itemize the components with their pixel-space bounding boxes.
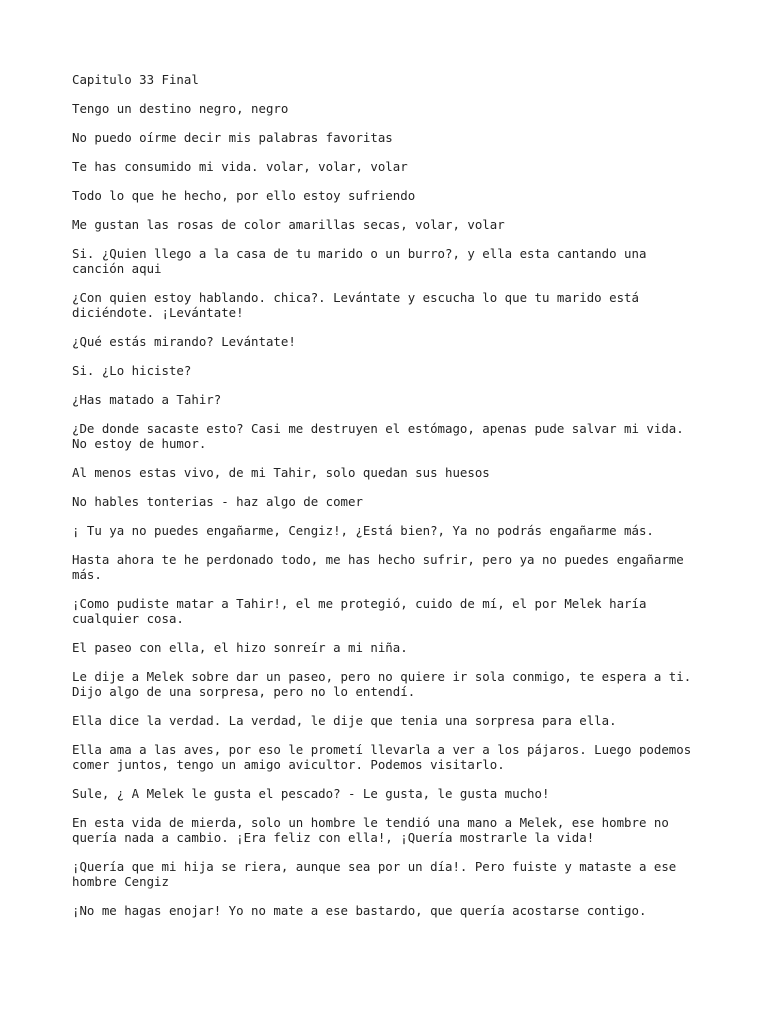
paragraph: Si. ¿Lo hiciste? — [72, 363, 192, 378]
paragraph: Me gustan las rosas de color amarillas secas, volar, volar — [72, 217, 505, 232]
paragraph: ¡ Tu ya no puedes engañarme, Cengiz!, ¿Está bien?, Ya no podrás engañarme más. — [72, 523, 654, 538]
paragraph: Ella dice la verdad. La verdad, le dije que tenia una sorpresa para ella. — [72, 713, 617, 728]
paragraph: No hables tonterias - haz algo de comer — [72, 494, 363, 509]
paragraph: ¡Quería que mi hija se riera, aunque sea por un día!. Pero fuiste y mataste a ese hombre Cengiz — [72, 859, 677, 889]
paragraph: ¿Con quien estoy hablando. chica?. Levántate y escucha lo que tu marido está diciéndote. ¡Levántate! — [72, 290, 639, 320]
paragraph: ¡No me hagas enojar! Yo no mate a ese bastardo, que quería acostarse contigo. — [72, 903, 647, 918]
paragraph: Le dije a Melek sobre dar un paseo, pero no quiere ir sola conmigo, te espera a ti. Dijo algo de una sorpresa, pero no lo entendí. — [72, 669, 692, 699]
paragraph: Te has consumido mi vida. volar, volar, volar — [72, 159, 408, 174]
paragraph: Ella ama a las aves, por eso le prometí llevarla a ver a los pájaros. Luego podemos comer juntos, tengo un amigo avicultor. Podemos visitarlo. — [72, 742, 692, 772]
paragraph: No puedo oírme decir mis palabras favoritas — [72, 130, 393, 145]
paragraph: Si. ¿Quien llego a la casa de tu marido o un burro?, y ella esta cantando una canción aqui — [72, 246, 647, 276]
paragraph: Al menos estas vivo, de mi Tahir, solo quedan sus huesos — [72, 465, 490, 480]
paragraph: ¿Qué estás mirando? Levántate! — [72, 334, 296, 349]
paragraph: Sule, ¿ A Melek le gusta el pescado? - Le gusta, le gusta mucho! — [72, 786, 550, 801]
paragraph: Hasta ahora te he perdonado todo, me has hecho sufrir, pero ya no puedes engañarme más. — [72, 552, 684, 582]
chapter-title: Capitulo 33 Final — [72, 72, 199, 87]
paragraph: ¿Has matado a Tahir? — [72, 392, 222, 407]
paragraph: ¡Como pudiste matar a Tahir!, el me protegió, cuido de mí, el por Melek haría cualquier cosa. — [72, 596, 647, 626]
paragraph: ¿De donde sacaste esto? Casi me destruyen el estómago, apenas pude salvar mi vida. No estoy de humor. — [72, 421, 684, 451]
paragraph: El paseo con ella, el hizo sonreír a mi niña. — [72, 640, 408, 655]
paragraph: En esta vida de mierda, solo un hombre le tendió una mano a Melek, ese hombre no quería nada a cambio. ¡Era feliz con ella!, ¡Quería mostrarle la vida! — [72, 815, 669, 845]
paragraph: Tengo un destino negro, negro — [72, 101, 289, 116]
paragraph: Todo lo que he hecho, por ello estoy sufriendo — [72, 188, 416, 203]
